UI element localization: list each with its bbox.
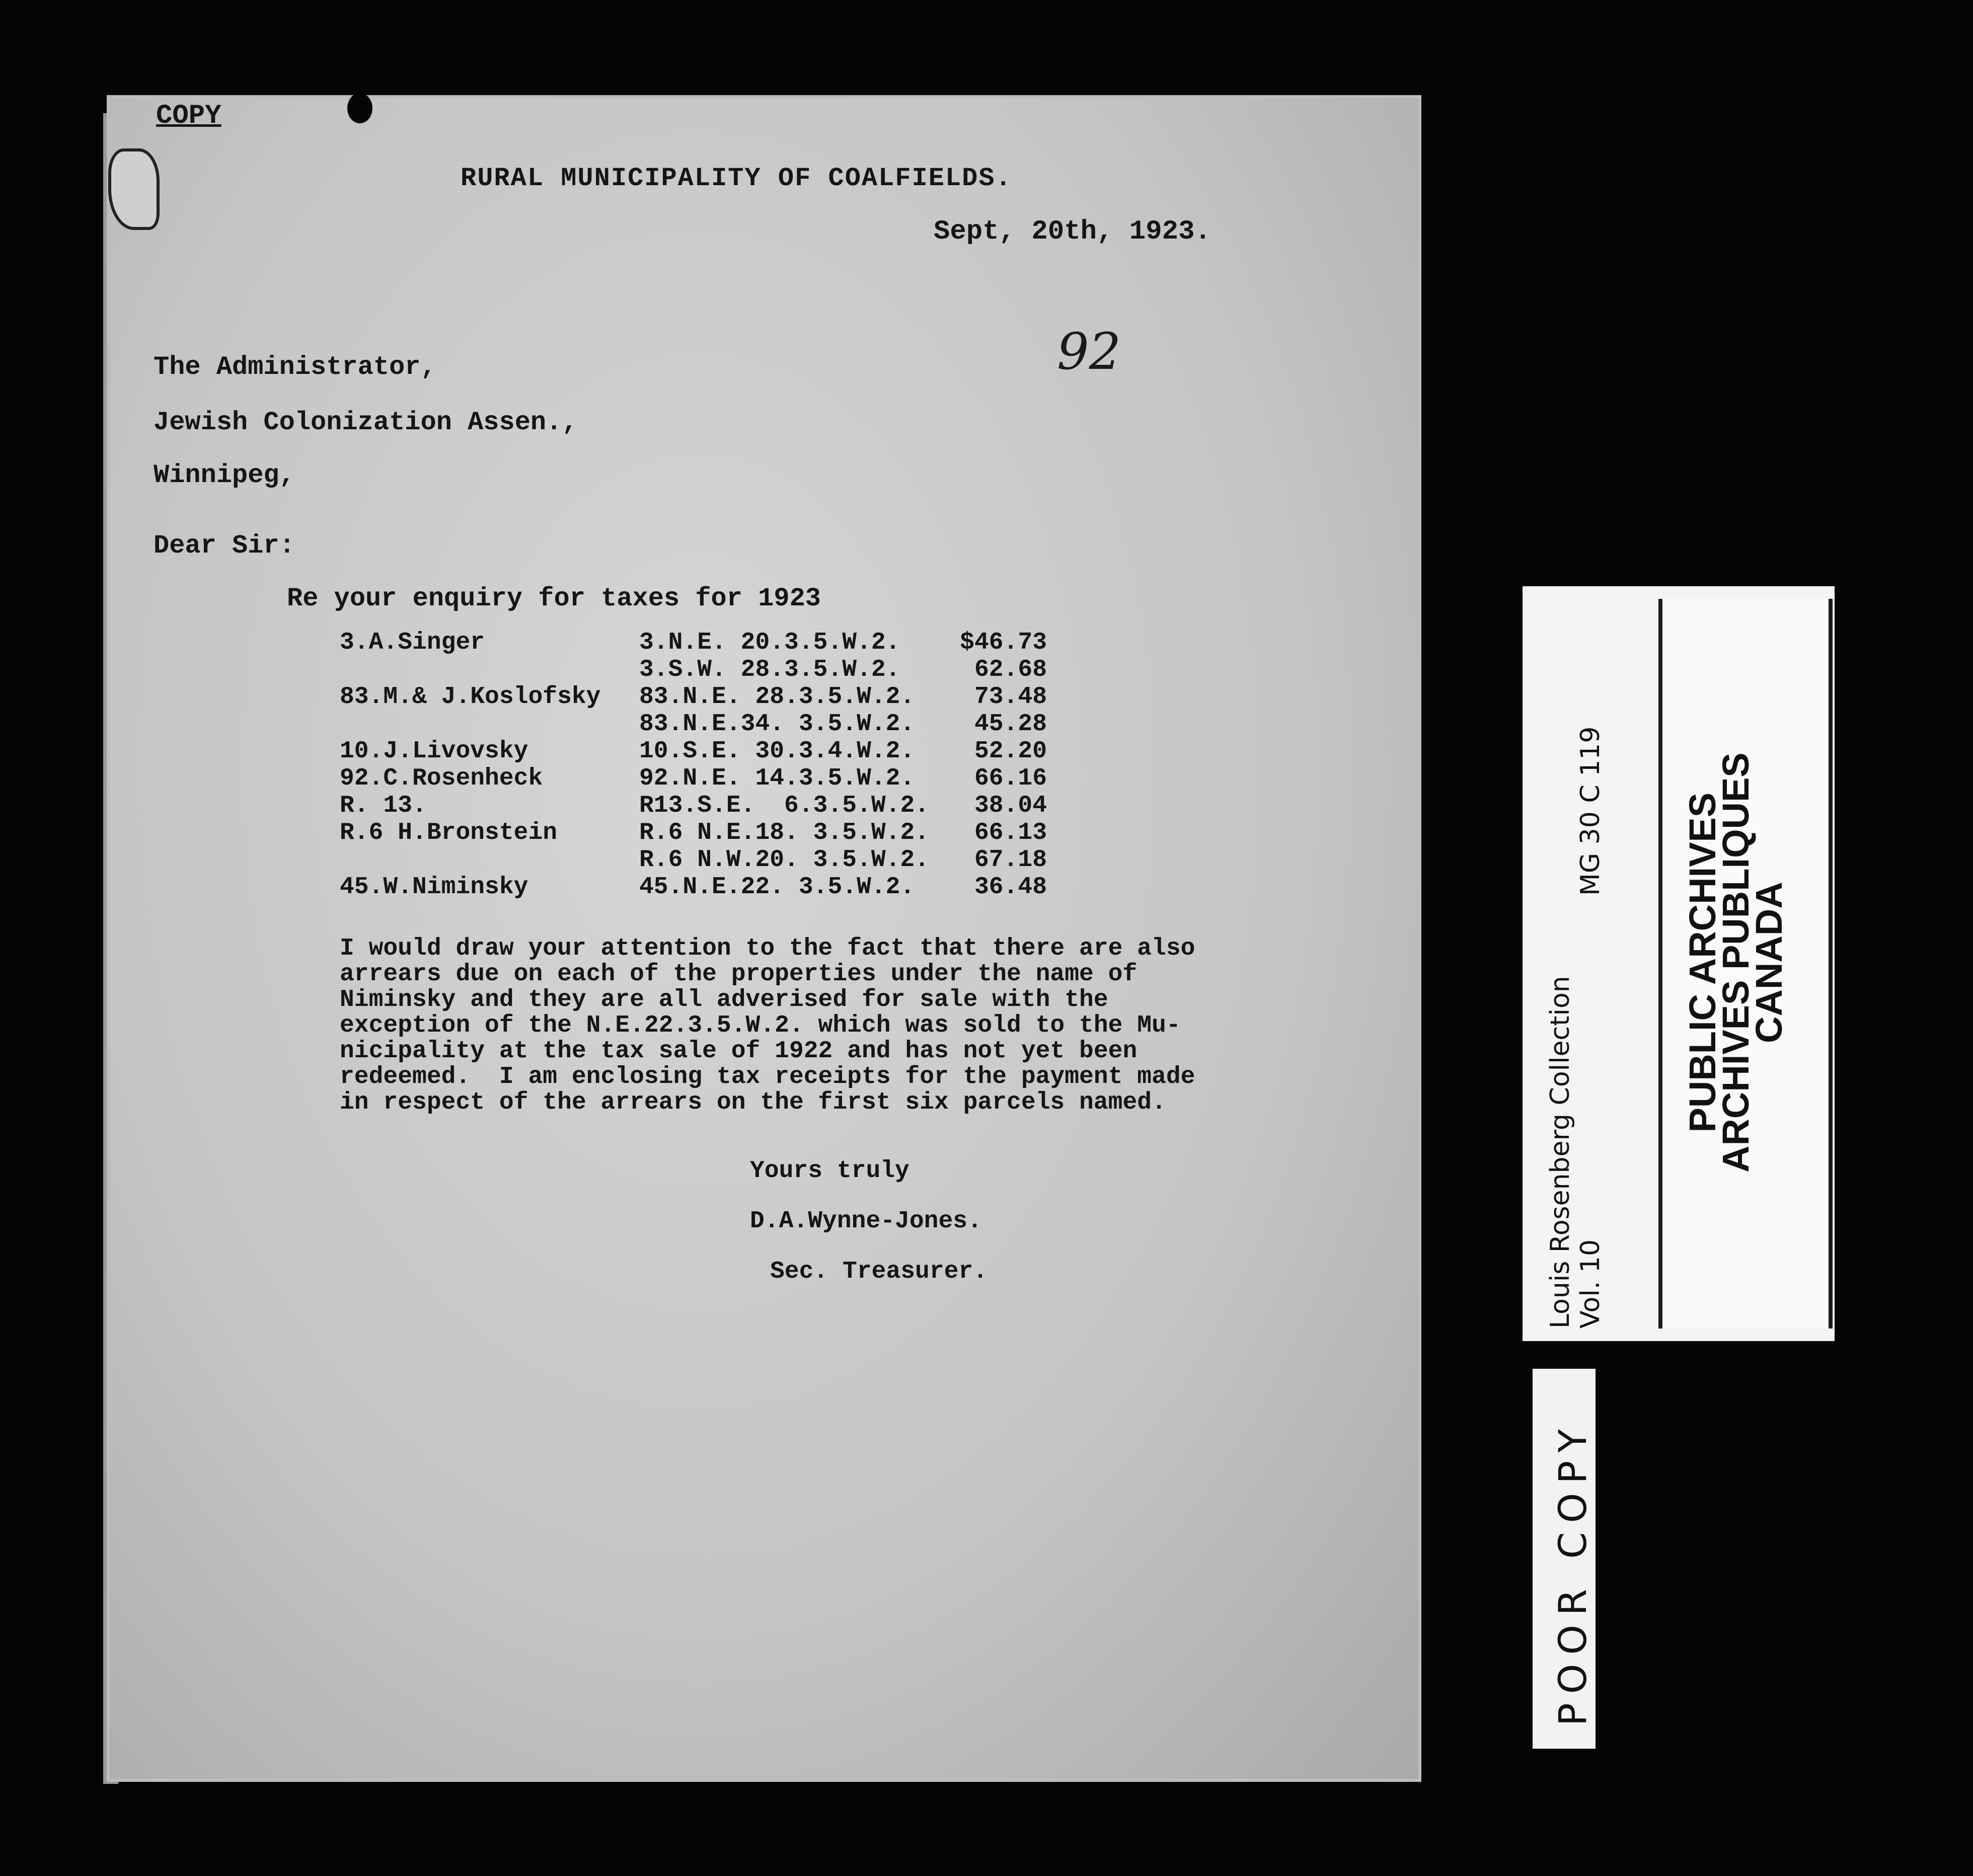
reference-label: MG 30 C 119 xyxy=(1575,726,1606,896)
tax-parcel: 45.N.E.22. 3.5.W.2. xyxy=(639,874,915,901)
body-line: I would draw your attention to the fact that there are also xyxy=(340,935,1195,962)
tax-amount: 45.28 xyxy=(974,711,1047,738)
institution-line: CANADA xyxy=(1748,882,1790,1043)
tax-parcel: R.6 N.W.20. 3.5.W.2. xyxy=(639,846,930,874)
tax-row xyxy=(340,738,1047,765)
tax-owner xyxy=(340,656,639,683)
closing: Yours truly xyxy=(750,1157,909,1185)
letter-date: Sept, 20th, 1923. xyxy=(934,216,1211,247)
tax-amount: 66.13 xyxy=(974,819,1047,846)
tax-owner xyxy=(340,711,639,738)
punch-hole xyxy=(347,93,372,123)
re-line: Re your enquiry for taxes for 1923 xyxy=(287,584,821,613)
tax-parcel: 83.N.E.34. 3.5.W.2. xyxy=(639,711,915,738)
tax-owner: R.6 H.Bronstein xyxy=(340,819,558,846)
recipient-line: Jewish Colonization Assen., xyxy=(154,408,578,437)
collection-name: Louis Rosenberg Collection xyxy=(1545,976,1575,1328)
body-paragraph xyxy=(340,936,1296,1116)
collection-volume: Vol. 10 xyxy=(1575,1239,1606,1328)
tax-amount: 67.18 xyxy=(974,846,1047,874)
salutation: Dear Sir: xyxy=(154,531,295,561)
tax-owner: 83.M.& J.Koslofsky xyxy=(340,683,601,711)
copy-mark: COPY xyxy=(156,101,221,131)
tax-row xyxy=(340,629,1047,656)
body-line: in respect of the arrears on the first six parcels named. xyxy=(340,1089,1166,1116)
letter-heading: RURAL MUNICIPALITY OF COALFIELDS. xyxy=(461,164,1012,193)
tax-amount: 38.04 xyxy=(974,792,1047,819)
tax-parcel: R.6 N.E.18. 3.5.W.2. xyxy=(639,819,930,846)
tax-amount: 66.16 xyxy=(974,765,1047,792)
tax-parcel: 83.N.E. 28.3.5.W.2. xyxy=(639,683,915,711)
tax-owner xyxy=(340,846,639,874)
tax-amount: 36.48 xyxy=(974,874,1047,901)
tax-owner: 92.C.Rosenheck xyxy=(340,765,543,792)
tax-amount: 62.68 xyxy=(974,656,1047,683)
ink-stamp-mark xyxy=(108,148,160,230)
tax-parcel: 3.N.E. 20.3.5.W.2. xyxy=(639,629,900,656)
tax-row xyxy=(340,765,1047,792)
institution-line: PUBLIC ARCHIVES xyxy=(1682,792,1723,1133)
tax-amount: $46.73 xyxy=(960,629,1047,656)
tax-row xyxy=(340,792,1047,819)
tax-parcel: 10.S.E. 30.3.4.W.2. xyxy=(639,738,915,765)
institution-label xyxy=(1682,752,1790,1172)
body-line: Niminsky and they are all adverised for sale with the xyxy=(340,986,1108,1013)
body-line: arrears due on each of the properties under the name of xyxy=(340,961,1137,988)
tax-table xyxy=(340,629,1047,901)
tax-row xyxy=(340,874,1047,901)
tax-owner: R. 13. xyxy=(340,792,427,819)
signatory-title: Sec. Treasurer. xyxy=(770,1258,988,1285)
tax-row xyxy=(340,819,1047,846)
recipient-line: The Administrator, xyxy=(154,352,436,382)
tax-row xyxy=(340,711,1047,738)
body-line: exception of the N.E.22.3.5.W.2. which was sold to the Mu- xyxy=(340,1012,1181,1039)
tax-row xyxy=(340,656,1047,683)
body-line: nicipality at the tax sale of 1922 and has not yet been xyxy=(340,1038,1137,1065)
handwritten-number: 92 xyxy=(1057,322,1121,381)
signature: D.A.Wynne-Jones. xyxy=(750,1208,982,1235)
recipient-line: Winnipeg, xyxy=(154,460,295,490)
tax-owner: 3.A.Singer xyxy=(340,629,485,656)
tax-parcel: 92.N.E. 14.3.5.W.2. xyxy=(639,765,915,792)
collection-label xyxy=(1545,976,1606,1328)
tax-amount: 73.48 xyxy=(974,683,1047,711)
tax-amount: 52.20 xyxy=(974,738,1047,765)
tax-parcel: R13.S.E. 6.3.5.W.2. xyxy=(639,792,930,819)
institution-line: ARCHIVES PUBLIQUES xyxy=(1715,752,1757,1172)
poor-copy-label: POOR COPY xyxy=(1550,1420,1595,1726)
tax-row xyxy=(340,683,1047,711)
tax-owner: 45.W.Niminsky xyxy=(340,874,528,901)
tax-row xyxy=(340,846,1047,874)
tax-parcel: 3.S.W. 28.3.5.W.2. xyxy=(639,656,900,683)
tax-owner: 10.J.Livovsky xyxy=(340,738,528,765)
body-line: redeemed. I am enclosing tax receipts for the payment made xyxy=(340,1063,1195,1090)
